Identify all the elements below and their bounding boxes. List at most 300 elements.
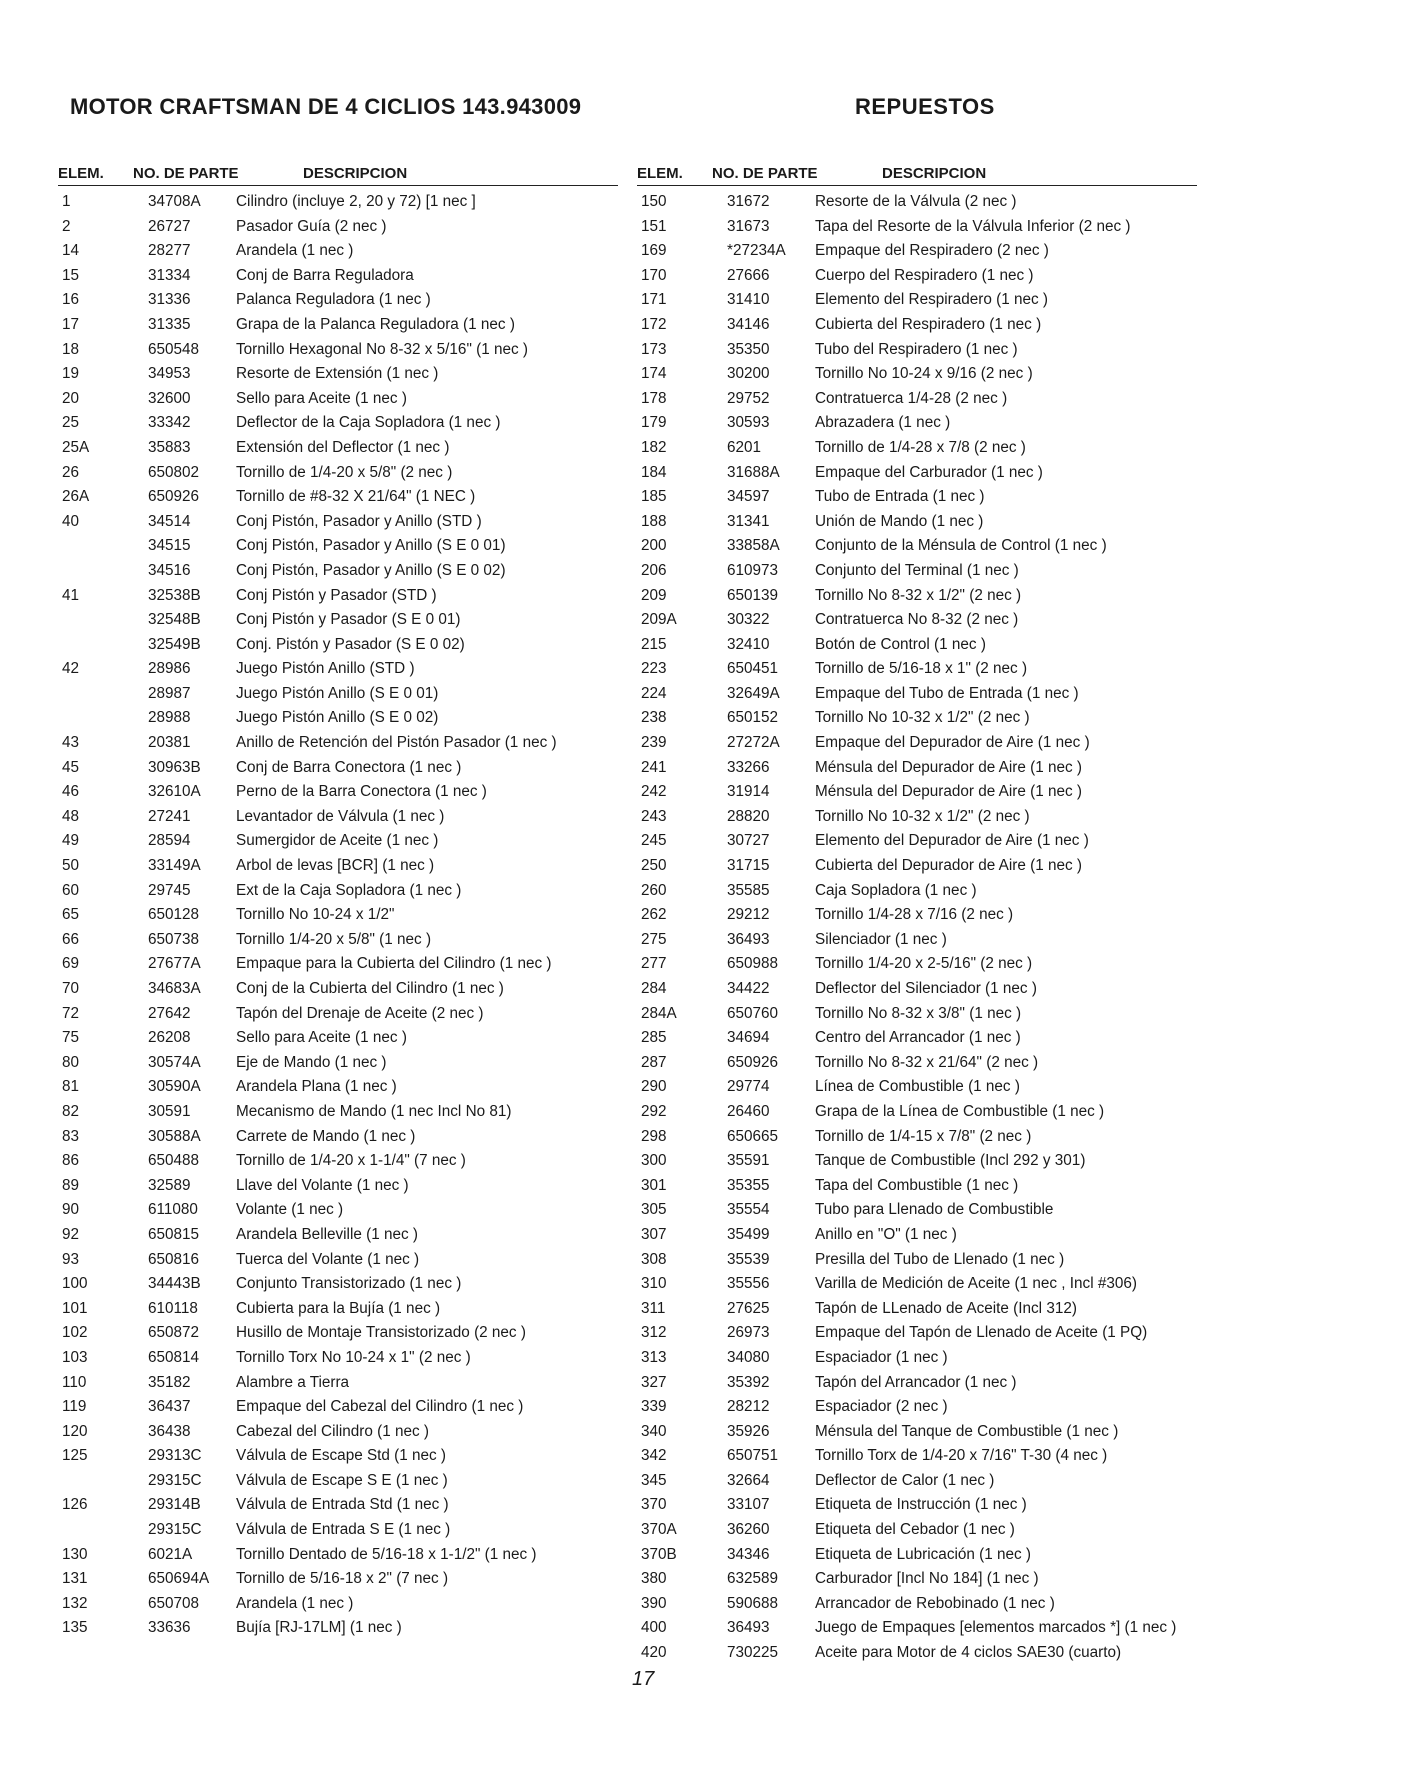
table-row — [637, 1003, 1197, 1028]
row-part-number: 29212 — [727, 906, 770, 924]
row-description: Contratuerca 1/4-28 (2 nec ) — [815, 389, 1008, 407]
row-elem: 215 — [641, 635, 667, 653]
table-row — [58, 560, 618, 585]
row-description: Anillo en "O" (1 nec ) — [815, 1225, 957, 1243]
row-elem: 100 — [62, 1275, 88, 1293]
table-row — [637, 929, 1197, 954]
table-row — [637, 560, 1197, 585]
row-description: Silenciador (1 nec ) — [815, 930, 947, 948]
row-elem: 169 — [641, 242, 667, 260]
row-elem: 17 — [62, 315, 80, 333]
row-part-number: 650139 — [727, 586, 779, 604]
row-part-number: 29752 — [727, 389, 770, 407]
row-elem: 25 — [62, 414, 80, 432]
table-row — [637, 1494, 1197, 1519]
table-row — [637, 1396, 1197, 1421]
row-elem: 125 — [62, 1447, 88, 1465]
row-description: Tornillo No 10-24 x 1/2" — [236, 906, 395, 924]
row-elem: 130 — [62, 1545, 88, 1563]
table-row — [637, 462, 1197, 487]
row-description: Etiqueta de Lubricación (1 nec ) — [815, 1545, 1031, 1563]
row-part-number: 650815 — [148, 1225, 200, 1243]
table-row — [58, 191, 618, 216]
table-row — [58, 806, 618, 831]
row-description: Tapón de LLenado de Aceite (Incl 312) — [815, 1299, 1077, 1317]
table-row — [58, 1199, 618, 1224]
table-row — [58, 1076, 618, 1101]
row-part-number: 29314B — [148, 1496, 201, 1514]
row-elem: 305 — [641, 1201, 667, 1219]
row-description: Tornillo Torx No 10-24 x 1" (2 nec ) — [236, 1348, 471, 1366]
row-description: Conj de la Cubierta del Cilindro (1 nec ) — [236, 980, 504, 997]
row-description: Cubierta del Depurador de Aire (1 nec ) — [815, 857, 1082, 875]
row-description: Llave del Volante (1 nec ) — [236, 1176, 409, 1194]
row-part-number: 36493 — [727, 1619, 770, 1637]
row-part-number: 35556 — [727, 1275, 770, 1293]
row-description: Tornillo de 5/16-18 x 2" (7 nec ) — [236, 1570, 449, 1588]
row-part-number: 31672 — [727, 193, 770, 210]
row-part-number: 28212 — [727, 1398, 770, 1416]
row-elem: 285 — [641, 1029, 667, 1047]
row-part-number: 35926 — [727, 1422, 770, 1440]
row-elem: 370 — [641, 1496, 667, 1514]
row-elem: 89 — [62, 1176, 80, 1194]
row-description: Conj. Pistón y Pasador (S E 0 02) — [236, 635, 465, 653]
column-header — [637, 163, 1197, 186]
row-part-number: 650872 — [148, 1324, 200, 1342]
row-description: Carrete de Mando (1 nec ) — [236, 1127, 416, 1145]
table-row — [637, 904, 1197, 929]
row-elem: 345 — [641, 1471, 667, 1489]
row-description: Tornillo 1/4-20 x 5/8" (1 nec ) — [236, 930, 432, 948]
row-part-number: 34422 — [727, 980, 770, 997]
row-part-number: 34694 — [727, 1029, 770, 1047]
row-part-number: 32548B — [148, 611, 201, 629]
table-row — [58, 1544, 618, 1569]
table-row — [637, 265, 1197, 290]
table-row — [58, 634, 618, 659]
row-part-number: 28988 — [148, 709, 191, 727]
table-row — [58, 609, 618, 634]
table-row — [58, 978, 618, 1003]
row-elem: 135 — [62, 1619, 88, 1637]
row-part-number: 35350 — [727, 340, 770, 358]
row-part-number: 32538B — [148, 586, 201, 604]
row-part-number: 32649A — [727, 684, 780, 702]
row-elem: 184 — [641, 463, 667, 481]
row-part-number: 28820 — [727, 807, 770, 825]
row-elem: 46 — [62, 783, 80, 801]
table-row — [637, 781, 1197, 806]
row-description: Ext de la Caja Sopladora (1 nec ) — [236, 881, 462, 899]
table-row — [58, 781, 618, 806]
row-part-number: 30593 — [727, 414, 770, 432]
row-elem: 172 — [641, 315, 667, 333]
parts-list-left — [58, 191, 618, 1642]
row-part-number: 26208 — [148, 1029, 191, 1047]
row-description: Tapa del Combustible (1 nec ) — [815, 1176, 1019, 1194]
row-elem: 16 — [62, 291, 80, 309]
row-description: Tornillo No 8-32 x 21/64" (2 nec ) — [815, 1053, 1039, 1071]
row-description: Arandela (1 nec ) — [236, 242, 354, 260]
row-part-number: 27241 — [148, 807, 191, 825]
row-elem: 298 — [641, 1127, 667, 1145]
table-row — [637, 732, 1197, 757]
table-row — [58, 1175, 618, 1200]
row-description: Válvula de Entrada Std (1 nec ) — [236, 1496, 449, 1514]
row-description: Elemento del Respiradero (1 nec ) — [815, 291, 1048, 309]
parts-list-right — [637, 191, 1197, 1667]
row-description: Sello para Aceite (1 nec ) — [236, 1029, 407, 1047]
row-part-number: 32610A — [148, 783, 201, 801]
row-description: Cubierta para la Bujía (1 nec ) — [236, 1299, 441, 1317]
row-part-number: 650926 — [727, 1053, 779, 1071]
table-row — [637, 511, 1197, 536]
row-description: Anillo de Retención del Pistón Pasador (1 nec ) — [236, 734, 557, 752]
table-row — [58, 658, 618, 683]
table-row — [58, 1396, 618, 1421]
table-row — [637, 1273, 1197, 1298]
row-elem: 262 — [641, 906, 667, 924]
parts-column-right — [637, 163, 1197, 1667]
table-row — [58, 732, 618, 757]
table-row — [637, 757, 1197, 782]
row-description: Línea de Combustible (1 nec ) — [815, 1078, 1020, 1096]
row-part-number: 632589 — [727, 1570, 779, 1588]
row-part-number: 29745 — [148, 881, 191, 899]
row-description: Tornillo Hexagonal No 8-32 x 5/16" (1 nec ) — [236, 340, 528, 358]
row-part-number: 36437 — [148, 1398, 191, 1416]
table-row — [58, 1519, 618, 1544]
header-description: DESCRIPCION — [882, 165, 987, 182]
row-part-number: 30200 — [727, 365, 770, 383]
table-row — [637, 609, 1197, 634]
table-row — [58, 1150, 618, 1175]
row-description: Etiqueta del Cebador (1 nec ) — [815, 1521, 1015, 1539]
row-part-number: 35591 — [727, 1152, 770, 1170]
row-elem: 182 — [641, 438, 667, 456]
row-part-number: 27272A — [727, 734, 780, 752]
row-part-number: 650152 — [727, 709, 779, 727]
header-part-number: NO. DE PARTE — [712, 165, 818, 182]
row-description: Botón de Control (1 nec ) — [815, 635, 986, 653]
table-row — [58, 314, 618, 339]
row-elem: 48 — [62, 807, 80, 825]
table-row — [637, 1224, 1197, 1249]
table-row — [637, 1617, 1197, 1642]
table-row — [637, 1322, 1197, 1347]
row-description: Cabezal del Cilindro (1 nec ) — [236, 1422, 430, 1440]
row-elem: 420 — [641, 1644, 667, 1662]
row-description: Deflector de la Caja Sopladora (1 nec ) — [236, 414, 501, 432]
row-description: Resorte de la Válvula (2 nec ) — [815, 193, 1017, 210]
row-elem: 132 — [62, 1594, 88, 1612]
row-elem: 150 — [641, 193, 667, 210]
row-part-number: 31914 — [727, 783, 770, 801]
row-description: Tornillo de 1/4-20 x 5/8" (2 nec ) — [236, 463, 453, 481]
table-row — [637, 634, 1197, 659]
row-part-number: 650451 — [727, 660, 779, 678]
table-row — [58, 1027, 618, 1052]
row-part-number: 650128 — [148, 906, 200, 924]
row-elem: 313 — [641, 1348, 667, 1366]
row-description: Eje de Mando (1 nec ) — [236, 1053, 387, 1071]
row-elem: 15 — [62, 266, 80, 284]
row-elem: 45 — [62, 758, 80, 776]
row-description: Mecanismo de Mando (1 nec Incl No 81) — [236, 1102, 512, 1120]
row-description: Juego Pistón Anillo (STD ) — [236, 660, 415, 678]
row-elem: 66 — [62, 930, 80, 948]
table-row — [637, 978, 1197, 1003]
row-description: Juego Pistón Anillo (S E 0 02) — [236, 709, 439, 727]
parts-column-left — [58, 163, 618, 1642]
table-row — [637, 314, 1197, 339]
row-part-number: 32549B — [148, 635, 201, 653]
table-row — [58, 707, 618, 732]
row-elem: 20 — [62, 389, 80, 407]
table-row — [58, 880, 618, 905]
row-description: Bujía [RJ-17LM] (1 nec ) — [236, 1619, 402, 1637]
table-row — [637, 240, 1197, 265]
row-elem: 131 — [62, 1570, 88, 1588]
row-elem: 83 — [62, 1127, 80, 1145]
table-row — [58, 1101, 618, 1126]
row-elem: 308 — [641, 1250, 667, 1268]
table-row — [637, 191, 1197, 216]
row-part-number: 650708 — [148, 1594, 200, 1612]
row-description: Ménsula del Depurador de Aire (1 nec ) — [815, 783, 1082, 801]
table-row — [58, 289, 618, 314]
table-row — [58, 1347, 618, 1372]
table-row — [637, 1199, 1197, 1224]
row-part-number: 650816 — [148, 1250, 200, 1268]
row-elem: 86 — [62, 1152, 80, 1170]
row-part-number: 610118 — [148, 1299, 198, 1317]
table-row — [637, 339, 1197, 364]
row-elem: 151 — [641, 217, 667, 235]
row-description: Alambre a Tierra — [236, 1373, 350, 1391]
row-elem: 290 — [641, 1078, 667, 1096]
row-description: Centro del Arrancador (1 nec ) — [815, 1029, 1021, 1047]
row-description: Espaciador (1 nec ) — [815, 1348, 948, 1366]
row-part-number: 650751 — [727, 1447, 779, 1465]
row-part-number: 30574A — [148, 1053, 201, 1071]
row-part-number: 611080 — [148, 1201, 198, 1219]
table-row — [637, 806, 1197, 831]
row-part-number: 31341 — [727, 512, 770, 530]
table-row — [637, 289, 1197, 314]
row-part-number: 650814 — [148, 1348, 200, 1366]
row-description: Espaciador (2 nec ) — [815, 1398, 948, 1416]
row-elem: 174 — [641, 365, 667, 383]
table-row — [58, 265, 618, 290]
row-description: Carburador [Incl No 184] (1 nec ) — [815, 1570, 1039, 1588]
row-description: Tapón del Arrancador (1 nec ) — [815, 1373, 1017, 1391]
table-row — [58, 240, 618, 265]
row-part-number: 30322 — [727, 611, 770, 629]
table-row — [58, 1470, 618, 1495]
row-elem: 339 — [641, 1398, 667, 1416]
row-description: Válvula de Escape S E (1 nec ) — [236, 1471, 448, 1489]
table-row — [58, 1421, 618, 1446]
row-elem: 50 — [62, 857, 80, 875]
row-part-number: 33342 — [148, 414, 191, 432]
table-row — [637, 216, 1197, 241]
row-elem: 179 — [641, 414, 667, 432]
row-elem: 26 — [62, 463, 80, 481]
row-description: Arandela Plana (1 nec ) — [236, 1078, 397, 1096]
row-part-number: 29774 — [727, 1078, 770, 1096]
row-elem: 65 — [62, 906, 80, 924]
column-header — [58, 163, 618, 186]
row-description: Juego Pistón Anillo (S E 0 01) — [236, 684, 439, 702]
table-row — [637, 1568, 1197, 1593]
row-elem: 284 — [641, 980, 667, 997]
row-part-number: 33266 — [727, 758, 770, 776]
row-description: Juego de Empaques [elementos marcados *] (1 nec ) — [815, 1619, 1177, 1637]
table-row — [58, 1003, 618, 1028]
table-row — [637, 830, 1197, 855]
table-row — [637, 1642, 1197, 1667]
table-row — [58, 757, 618, 782]
row-part-number: 35392 — [727, 1373, 770, 1391]
table-row — [58, 535, 618, 560]
row-part-number: 35499 — [727, 1225, 770, 1243]
table-row — [637, 1544, 1197, 1569]
row-part-number: 32600 — [148, 389, 191, 407]
table-row — [637, 1126, 1197, 1151]
row-part-number: 36493 — [727, 930, 770, 948]
row-part-number: 34514 — [148, 512, 191, 530]
table-row — [58, 904, 618, 929]
table-row — [637, 388, 1197, 413]
row-description: Grapa de la Palanca Reguladora (1 nec ) — [236, 315, 515, 333]
row-part-number: 650694A — [148, 1570, 210, 1588]
row-part-number: 34443B — [148, 1275, 201, 1293]
row-description: Tornillo de 1/4-20 x 1-1/4" (7 nec ) — [236, 1152, 466, 1170]
row-part-number: 34515 — [148, 537, 191, 555]
row-description: Conj Pistón, Pasador y Anillo (STD ) — [236, 512, 482, 530]
table-row — [58, 855, 618, 880]
table-row — [58, 1617, 618, 1642]
row-part-number: 33858A — [727, 537, 780, 555]
row-elem: 311 — [641, 1299, 666, 1317]
row-part-number: 28986 — [148, 660, 191, 678]
row-elem: 75 — [62, 1029, 80, 1047]
row-part-number: 36438 — [148, 1422, 191, 1440]
table-row — [637, 585, 1197, 610]
table-row — [637, 1249, 1197, 1274]
row-description: Conj Pistón y Pasador (S E 0 01) — [236, 611, 461, 629]
row-part-number: 26727 — [148, 217, 191, 235]
row-part-number: 650548 — [148, 340, 200, 358]
row-description: Deflector del Silenciador (1 nec ) — [815, 980, 1037, 997]
row-part-number: 34080 — [727, 1348, 770, 1366]
row-part-number: 30963B — [148, 758, 201, 776]
row-part-number: 32589 — [148, 1176, 191, 1194]
row-description: Abrazadera (1 nec ) — [815, 414, 951, 432]
row-elem: 170 — [641, 266, 667, 284]
row-elem: 2 — [62, 217, 71, 235]
row-part-number: 32410 — [727, 635, 770, 653]
row-elem: 301 — [641, 1176, 667, 1194]
row-elem: 390 — [641, 1594, 667, 1612]
row-elem: 370B — [641, 1545, 677, 1563]
row-part-number: 31335 — [148, 315, 191, 333]
row-part-number: 35554 — [727, 1201, 770, 1219]
table-row — [58, 1593, 618, 1618]
row-elem: 19 — [62, 365, 80, 383]
row-part-number: 610973 — [727, 561, 779, 579]
row-part-number: 34346 — [727, 1545, 770, 1563]
table-row — [637, 1076, 1197, 1101]
row-elem: 110 — [62, 1373, 87, 1391]
row-elem: 80 — [62, 1053, 80, 1071]
row-part-number: 27677A — [148, 955, 201, 973]
row-description: Empaque para la Cubierta del Cilindro (1 nec ) — [236, 955, 552, 973]
table-row — [58, 1494, 618, 1519]
table-row — [58, 486, 618, 511]
row-elem: 275 — [641, 930, 667, 948]
row-part-number: 33107 — [727, 1496, 770, 1514]
table-row — [58, 437, 618, 462]
row-description: Conjunto de la Ménsula de Control (1 nec ) — [815, 537, 1107, 555]
row-description: Empaque del Depurador de Aire (1 nec ) — [815, 734, 1090, 752]
row-part-number: 27625 — [727, 1299, 770, 1317]
table-row — [58, 1249, 618, 1274]
row-part-number: 6201 — [727, 438, 762, 456]
row-description: Cuerpo del Respiradero (1 nec ) — [815, 266, 1034, 284]
table-row — [58, 412, 618, 437]
row-part-number: 34146 — [727, 315, 770, 333]
row-elem: 277 — [641, 955, 667, 973]
table-row — [58, 683, 618, 708]
header-elem: ELEM. — [58, 165, 104, 182]
row-part-number: *27234A — [727, 242, 786, 260]
row-description: Husillo de Montaje Transistorizado (2 nec ) — [236, 1324, 526, 1342]
table-row — [58, 1372, 618, 1397]
row-elem: 310 — [641, 1275, 667, 1293]
row-elem: 70 — [62, 980, 80, 997]
row-part-number: 30727 — [727, 832, 770, 850]
row-description: Conj Pistón, Pasador y Anillo (S E 0 02) — [236, 561, 506, 579]
row-description: Tornillo Dentado de 5/16-18 x 1-1/2" (1 nec ) — [236, 1545, 537, 1563]
row-elem: 188 — [641, 512, 667, 530]
row-elem: 300 — [641, 1152, 667, 1170]
table-row — [637, 1372, 1197, 1397]
table-row — [58, 929, 618, 954]
row-part-number: 35182 — [148, 1373, 191, 1391]
table-row — [637, 486, 1197, 511]
row-description: Empaque del Carburador (1 nec ) — [815, 463, 1043, 481]
row-description: Conjunto del Terminal (1 nec ) — [815, 561, 1019, 579]
row-part-number: 31410 — [727, 291, 770, 309]
row-part-number: 650988 — [727, 955, 779, 973]
row-description: Caja Sopladora (1 nec ) — [815, 881, 977, 899]
row-elem: 287 — [641, 1053, 667, 1071]
table-row — [637, 363, 1197, 388]
row-description: Cilindro (incluye 2, 20 y 72) [1 nec ] — [236, 193, 476, 210]
row-description: Conj de Barra Conectora (1 nec ) — [236, 758, 462, 776]
row-elem: 101 — [62, 1299, 88, 1317]
table-row — [637, 1298, 1197, 1323]
table-row — [58, 830, 618, 855]
row-description: Etiqueta de Instrucción (1 nec ) — [815, 1496, 1027, 1514]
row-description: Tornillo Torx de 1/4-20 x 7/16" T-30 (4 nec ) — [815, 1447, 1108, 1465]
table-row — [637, 1052, 1197, 1077]
row-elem: 224 — [641, 684, 667, 702]
table-row — [58, 1322, 618, 1347]
